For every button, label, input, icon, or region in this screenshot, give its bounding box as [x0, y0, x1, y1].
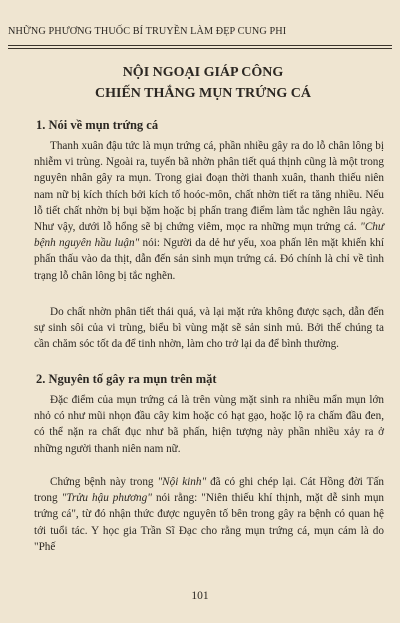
paragraph: Đặc điểm của mụn trứng cá là trên vùng mặt sinh ra nhiều mẩn mụn lớn nhỏ có như mũi nhọn đầu cây kim hoặc có hạt gạo, hoặc lộ ra chấm đầu đen, có thể nặn ra chất đục như bã phấn, hiện tượng này phần nhiều xảy ra ở những người thanh niên nam nữ.: [34, 394, 384, 455]
paragraph-text: Chứng bệnh này trong: [50, 476, 158, 488]
section-heading-2: 2. Nguyên tố gây ra mụn trên mặt: [36, 372, 217, 386]
paragraph-text: nói: Người da dẻ hư yếu, xoa phấn lên mặt khiến khí phấn thấu vào da thịt, dẫn đến sản sinh mụn trứng cá. Đó chính là chỉ về tình trạng lỗ chân lông bị tắc nghẽn.: [34, 237, 385, 282]
paragraph-text: nói rằng: "Niên thiếu khí thịnh, mặt dễ sinh mụn trứng cá", từ đó nhận thức được nguyên tố bên trong gây ra bệnh có quan hệ tới tuổi tác. Y học gia Trần Sĩ Đạc cho rằng mụn trứng cá, mụn cám là do "Phế: [34, 492, 385, 553]
section-heading-1: 1. Nói về mụn trứng cá: [36, 118, 159, 132]
header-rule: [8, 45, 392, 46]
quoted-title: "Trửu hậu phương": [61, 492, 152, 505]
chapter-title-line1: NỘI NGOẠI GIÁP CÔNG: [122, 65, 284, 80]
paragraph: Do chất nhờn phân tiết thái quá, và lại mặt rửa không được sạch, dẫn đến sự sinh sôi của vi trùng, biểu bì vùng mặt sẽ sản sinh mủ. Bởi thế chúng ta cần chăm sóc tốt da để tinh nhờn, làm cho trở lại da để bình thường.: [34, 306, 384, 351]
header-rule-thin: [8, 48, 392, 49]
paragraph-text: Thanh xuân đậu tức là mụn trứng cá, phần nhiều gây ra do lỗ chân lông bị nhiễm vi trùng. Ngoài ra, tuyến bã nhờn phân tiết quá thịnh cũng là một trong nguyên nhân gây ra mụn. Trong giai đoạn thời thanh xuân, thanh thiếu niên nam nữ bị kích thích bởi kích tố hoóc-môn, chất nhờn tiết ra tăng nhiều. Nếu lỗ tiết chất nhờn bị bụi bặm hoặc bị phấn trang điểm làm tắc nghẽn lâu ngày. Như vậy, dưới lỗ hổng sẽ bị chứng viêm, mọc ra những mụn trứng cá.: [34, 140, 384, 234]
quoted-title: "Chư bệnh nguyên hầu luận": [34, 221, 384, 250]
chapter-title: [20, 62, 386, 104]
chapter-title-line2: CHIẾN THẮNG MỤN TRỨNG CÁ: [95, 86, 311, 101]
paragraph-text: đã có ghi chép lại. Cát Hồng đời Tấn trong: [34, 476, 385, 505]
paragraph: [34, 474, 384, 555]
running-head: NHỮNG PHƯƠNG THUỐC BÍ TRUYỀN LÀM ĐẸP CUNG PHI: [8, 26, 287, 37]
paragraph: [34, 138, 384, 284]
page-number: 101: [191, 590, 209, 602]
quoted-title: "Nội kinh": [157, 476, 207, 488]
